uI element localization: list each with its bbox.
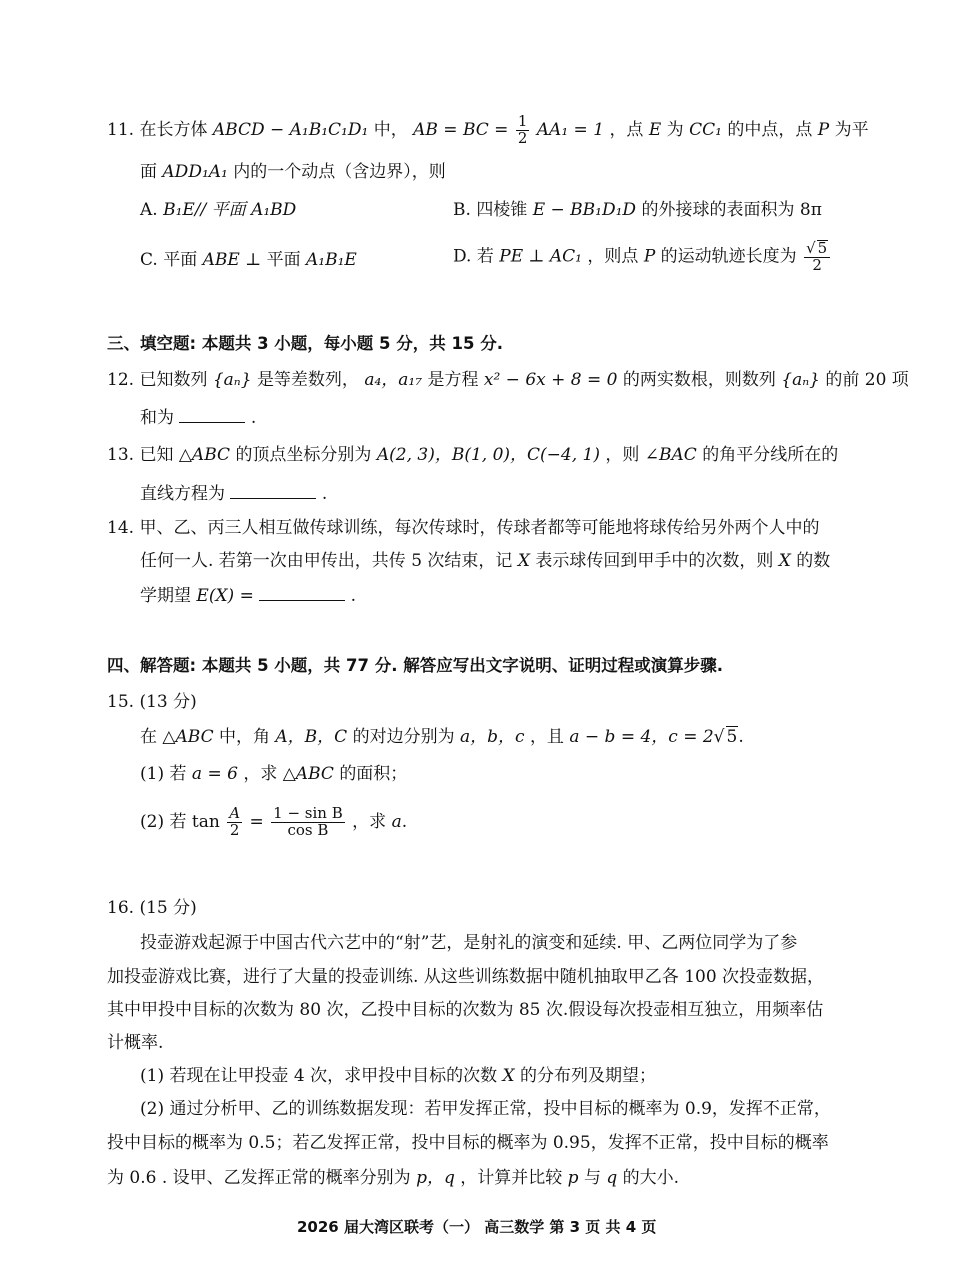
q11-line1: 11. 在长方体 ABCD − A₁B₁C₁D₁ 中， AB = BC = $\frac{1}{2}$ AA₁ = 1 ，点 E 为 CC₁ 的中点，点 P 为平	[107, 112, 869, 147]
q11-option-c: C. 平面 ABE ⊥ 平面 A₁B₁E	[140, 250, 357, 270]
q13-answer-blank	[230, 484, 316, 499]
q14-line1: 14. 甲、乙、丙三人相互做传球训练，每次传球时，传球者都等可能地将球传给另外两个人中的	[107, 518, 820, 538]
q11-fraction: $\frac{1}{2}$	[517, 112, 528, 147]
q11-option-b: B. 四棱锥 E − BB₁D₁D 的外接球的表面积为 8π	[453, 200, 822, 220]
q16-heading: 16. (15 分)	[107, 898, 197, 918]
q16-line7: 为 0.6 . 设甲、乙发挥正常的概率分别为 p，q ，计算并比较 p 与 q 的大小.	[107, 1168, 680, 1188]
q16-line6: 投中目标的概率为 0.5；若乙发挥正常，投中目标的概率为 0.95，发挥不正常，投中目标的概率	[107, 1133, 829, 1153]
q11-solid-name: ABCD − A₁B₁C₁D₁	[212, 119, 369, 140]
q16-part2: (2) 通过分析甲、乙的训练数据发现：若甲发挥正常，投中目标的概率为 0.9，发挥不正常，	[140, 1099, 831, 1119]
q14-line3: 学期望 E(X) = .	[140, 586, 357, 606]
q12-answer-blank	[179, 408, 245, 423]
section-4-heading: 四、解答题: 本题共 5 小题，共 77 分. 解答应写出文字说明、证明过程或演算步骤.	[107, 656, 724, 675]
q14-number: 14.	[107, 518, 135, 538]
q14-line2: 任何一人. 若第一次由甲传出，共传 5 次结束，记 X 表示球传回到甲手中的次数，则 X 的数	[140, 551, 831, 571]
q11-option-d: D. 若 PE ⊥ AC₁ ，则点 P 的运动轨迹长度为 $\frac{√ 5}{2}$	[453, 240, 832, 274]
q13-line1: 13. 已知 △ABC 的顶点坐标分别为 A(2, 3)，B(1, 0)，C(−4, 1) ，则 ∠BAC 的角平分线所在的	[107, 445, 839, 465]
q15-heading: 15. (13 分)	[107, 692, 197, 712]
q11-number: 11.	[107, 119, 135, 140]
q13-line2: 直线方程为 .	[140, 484, 328, 504]
section-3-heading: 三、填空题: 本题共 3 小题，每小题 5 分，共 15 分.	[107, 334, 503, 353]
q15-stem: 在 △ABC 中，角 A，B，C 的对边分别为 a，b，c ，且 a − b = 4，c = 2√ 5.	[140, 727, 744, 747]
q11-option-a: A. B₁E// 平面 A₁BD	[140, 200, 297, 220]
q15-part1: (1) 若 a = 6 ，求 △ABC 的面积；	[140, 764, 408, 784]
q15-part2: (2) 若 tan $\frac{A}{2}$ = $\frac{\text{1 − sin B}}{\text{cos B}}$ ，求 a.	[140, 804, 408, 839]
q11-d-fraction: $\frac{√ 5}{2}$	[804, 240, 830, 274]
q12-line1: 12. 已知数列 {aₙ} 是等差数列， a₄，a₁₇ 是方程 x² − 6x + 8 = 0 的两实数根，则数列 {aₙ} 的前 20 项	[107, 370, 909, 390]
q12-number: 12.	[107, 370, 135, 390]
q16-line1: 投壶游戏起源于中国古代六艺中的“射”艺，是射礼的演变和延续. 甲、乙两位同学为了参	[140, 933, 798, 953]
q12-line2: 和为 .	[140, 408, 257, 428]
q16-line2: 加投壶游戏比赛，进行了大量的投壶训练. 从这些训练数据中随机抽取甲乙各 100 次投壶数据，	[107, 967, 825, 987]
q16-line3: 其中甲投中目标的次数为 80 次，乙投中目标的次数为 85 次.假设每次投壶相互独立，用频率估	[107, 1000, 824, 1020]
q16-line4: 计概率.	[107, 1033, 164, 1053]
q15-frac-a-over-2: $\frac{A}{2}$	[229, 804, 241, 839]
q14-answer-blank	[259, 586, 345, 601]
q15-frac-sin-cos: $\frac{\text{1 − sin B}}{\text{cos B}}$	[273, 804, 343, 839]
q13-number: 13.	[107, 445, 135, 465]
q16-part1: (1) 若现在让甲投壶 4 次，求甲投中目标的次数 X 的分布列及期望；	[140, 1066, 657, 1086]
q11-line2: 面 ADD₁A₁ 内的一个动点（含边界），则	[140, 162, 446, 182]
page-footer: 2026 届大湾区联考（一） 高三数学 第 3 页 共 4 页	[297, 1218, 657, 1236]
